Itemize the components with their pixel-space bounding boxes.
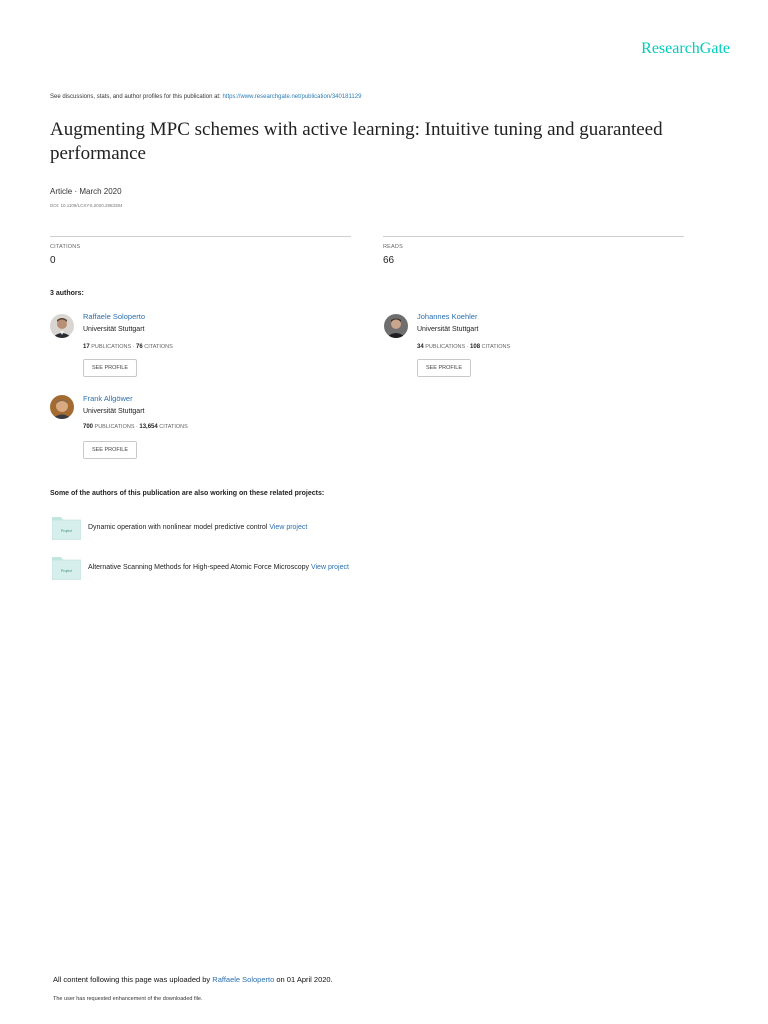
author-stats: 700 PUBLICATIONS · 13,654 CITATIONS (83, 424, 188, 430)
publication-doi: DOI: 10.1109/LCSYS.2020.2983384 (50, 203, 123, 208)
citations-count: 108 (470, 344, 481, 350)
researchgate-logo[interactable]: ResearchGate (641, 40, 730, 57)
citations-label: CITATIONS (144, 344, 173, 350)
authors-heading: 3 authors: (50, 290, 84, 297)
project-title: Alternative Scanning Methods for High-speed Atomic Force Microscopy (88, 564, 309, 571)
view-project-link[interactable]: View project (269, 524, 308, 531)
upload-date: on 01 April 2020. (276, 975, 333, 984)
see-profile-button[interactable]: SEE PROFILE (83, 359, 137, 377)
upload-notice (53, 975, 333, 984)
discussion-prefix: See discussions, stats, and author profiles for this publication at: (50, 94, 221, 100)
author-avatar[interactable] (50, 314, 74, 338)
citations-value: 0 (50, 255, 56, 266)
author-stats: 34 PUBLICATIONS · 108 CITATIONS (417, 344, 511, 350)
enhancement-note: The user has requested enhancement of the downloaded file. (53, 996, 203, 1002)
publications-count: 34 (417, 344, 424, 350)
publications-count: 700 (83, 424, 94, 430)
publications-label: PUBLICATIONS (94, 424, 135, 430)
author-stats: 17 PUBLICATIONS · 76 CITATIONS (83, 344, 173, 350)
publication-url-link[interactable]: https://www.researchgate.net/publication/340181129 (222, 94, 362, 100)
citations-count: 76 (136, 344, 143, 350)
publications-label: PUBLICATIONS (91, 344, 132, 350)
citations-label: CITATIONS (481, 344, 511, 350)
publications-count: 17 (83, 344, 90, 350)
author-institution: Universität Stuttgart (417, 326, 479, 333)
author-avatar[interactable] (384, 314, 408, 338)
related-projects-heading: Some of the authors of this publication are also working on these related projects: (50, 490, 325, 497)
publication-meta: Article · March 2020 (50, 187, 122, 196)
author-institution: Universität Stuttgart (83, 408, 145, 415)
author-name-link[interactable]: Raffaele Soloperto (83, 312, 145, 321)
publication-title: Augmenting MPC schemes with active learning: Intuitive tuning and guaranteed performance (50, 119, 663, 164)
reads-value: 66 (383, 255, 395, 266)
reads-label: READS (383, 244, 403, 250)
svg-text:Project: Project (60, 529, 73, 533)
author-institution: Universität Stuttgart (83, 326, 145, 333)
project-folder-icon (52, 557, 81, 580)
citations-label: CITATIONS (50, 244, 81, 250)
see-profile-button[interactable]: SEE PROFILE (417, 359, 471, 377)
reads-divider (383, 236, 684, 237)
citations-divider (50, 236, 351, 237)
upload-prefix: All content following this page was uploaded by (53, 975, 211, 984)
publications-label: PUBLICATIONS (425, 344, 466, 350)
discussion-line (50, 94, 361, 100)
see-profile-button[interactable]: SEE PROFILE (83, 441, 137, 459)
uploader-link[interactable]: Raffaele Soloperto (212, 975, 275, 984)
author-name-link[interactable]: Frank Allgöwer (83, 394, 133, 403)
author-avatar[interactable] (50, 395, 74, 419)
project-title: Dynamic operation with nonlinear model predictive control (88, 524, 268, 531)
citations-label: CITATIONS (159, 424, 188, 430)
project-item (88, 524, 307, 531)
project-item (88, 564, 349, 571)
project-folder-icon (52, 517, 81, 540)
citations-count: 13,654 (139, 424, 158, 430)
author-name-link[interactable]: Johannes Koehler (417, 312, 478, 321)
svg-text:Project: Project (60, 569, 73, 573)
view-project-link[interactable]: View project (310, 564, 349, 571)
